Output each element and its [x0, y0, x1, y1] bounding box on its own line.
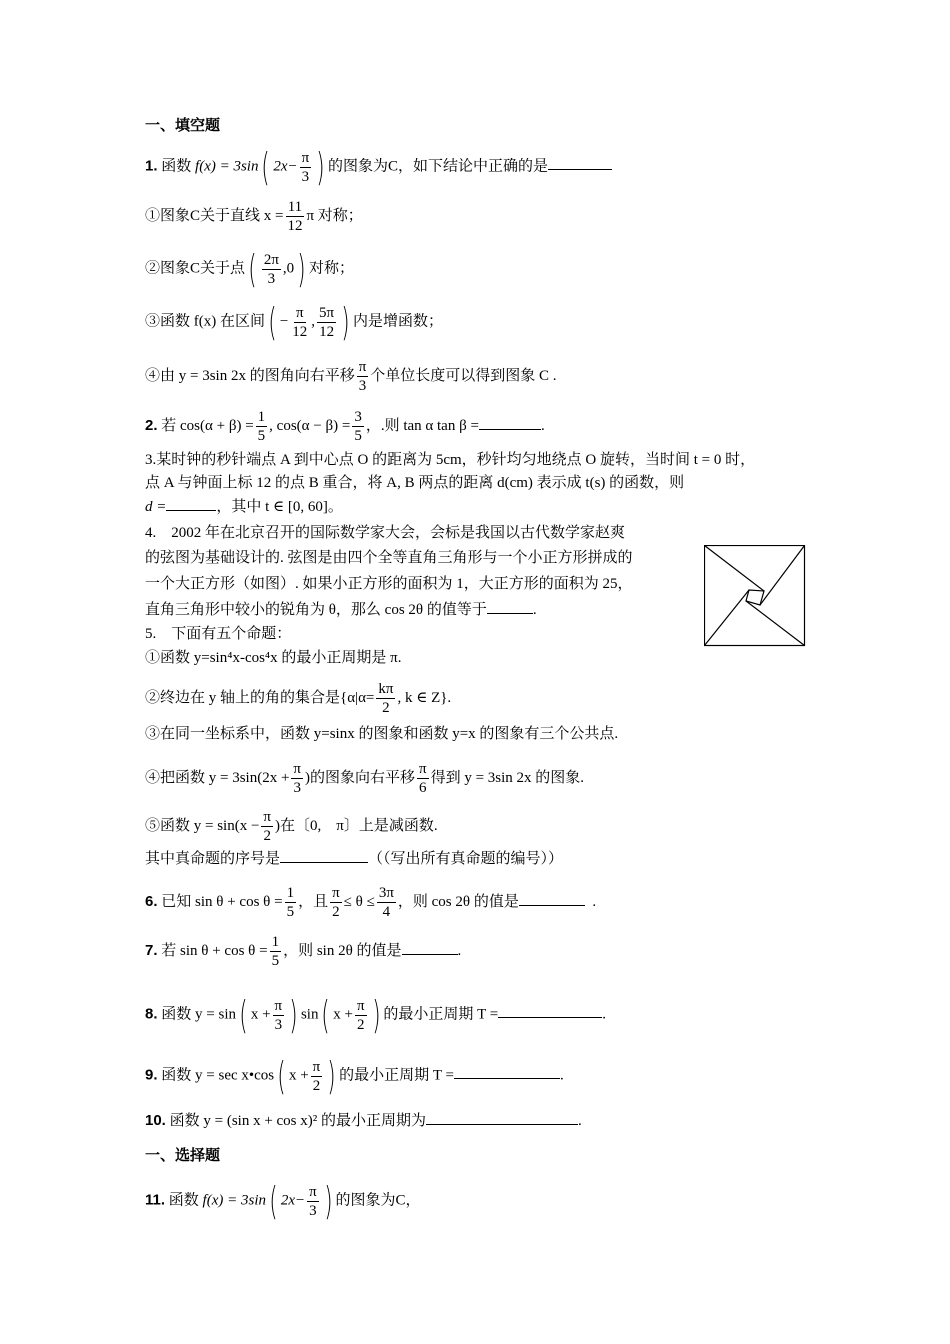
answer-blank[interactable]: [402, 940, 458, 955]
question-3-line-3: d = ，其中 t ∈ [0, 60]。: [145, 496, 343, 517]
question-5-option-1: ①函数 y=sin⁴x-cos⁴x 的最小正周期是 π.: [145, 650, 402, 666]
question-5-tail: 其中真命题的序号是 （（写出所有真命题的编号））: [145, 848, 563, 869]
question-1-option-2: ②图象C关于点( $\frac{2\pi}{3}$ ,0) 对称；: [145, 247, 355, 291]
question-4-line-3: 一个大正方形（如图）. 如果小正方形的面积为 1，大正方形的面积为 25，: [145, 576, 633, 592]
answer-blank[interactable]: [280, 848, 368, 863]
answer-blank[interactable]: [487, 599, 533, 614]
answer-blank[interactable]: [426, 1110, 578, 1125]
question-5-heading: 5. 下面有五个命题：: [145, 626, 292, 642]
question-3-line-2: 点 A 与钟面上标 12 的点 B 重合，将 A, B 两点的距离 d(cm) 表示成 t(s) 的函数，则: [145, 475, 685, 491]
question-5-option-4: ④把函数 y = 3sin(2x + $\frac{\pi}{3}$ )的图象向右平移 $\frac{\pi}{6}$ 得到 y = 3sin 2x 的图象.: [145, 761, 585, 796]
question-4-line-2: 的弦图为基础设计的. 弦图是由四个全等直角三角形与一个小正方形拼成的: [145, 550, 633, 566]
question-3-line-1: 3.某时钟的秒针端点 A 到中心点 O 的距离为 5cm，秒针均匀地绕点 O 旋转，当时间 t = 0 时，: [145, 452, 756, 468]
question-5-option-2: ②终边在 y 轴上的角的集合是{α|α= $\frac{k\pi}{2}$ , k ∈ Z}.: [145, 681, 452, 716]
section-heading-fill-in: 一、填空题: [145, 117, 221, 134]
answer-blank[interactable]: [454, 1064, 560, 1079]
question-5-option-3: ③在同一坐标系中，函数 y=sinx 的图象和函数 y=x 的图象有三个公共点.: [145, 726, 619, 742]
question-8: 8. 函数 y = sin( x + $\frac{\pi}{3}$ ) sin( x + $\frac{\pi}{2}$ ) 的最小正周期 T = .: [145, 993, 607, 1037]
section-heading-multiple-choice: 一、选择题: [145, 1147, 221, 1164]
question-9: 9. 函数 y = sec x•cos( x + $\frac{\pi}{2}$ ) 的最小正周期 T = .: [145, 1054, 564, 1098]
question-4-line-1: 4. 2002 年在北京召开的国际数学家大会，会标是我国以古代数学家赵爽: [145, 525, 626, 541]
answer-blank[interactable]: [548, 155, 612, 170]
question-2: 2. 若 cos(α + β) = $\frac{1}{5}$ , cos(α − β) = $\frac{3}{5}$ ，.则 tan α tan β = .: [145, 409, 545, 444]
answer-blank[interactable]: [166, 496, 216, 511]
question-1-option-3: ③函数 f(x) 在区间( − $\frac{\pi}{12}$ , $\frac{5\pi}{12}$ ) 内是增函数；: [145, 300, 443, 344]
pinwheel-square-figure: [704, 545, 806, 647]
question-5-option-5: ⑤函数 y = sin(x − $\frac{\pi}{2}$ )在〔0, π〕上是减函数.: [145, 809, 438, 844]
question-10: 10. 函数 y = (sin x + cos x)² 的最小正周期为 .: [145, 1112, 582, 1129]
question-4-line-4: 直角三角形中较小的锐角为 θ，那么 cos 2θ 的值等于 .: [145, 599, 537, 620]
question-1-option-1: ①图象C关于直线 x = $\frac{11}{12}$ π 对称；: [145, 199, 363, 234]
answer-blank[interactable]: [479, 415, 541, 430]
answer-blank[interactable]: [519, 891, 585, 906]
question-1: 1. 函数 f(x) = 3sin( 2x− $\frac{\pi}{3}$ ) 的图象为C，如下结论中正确的是: [145, 148, 612, 186]
question-7: 7. 若 sin θ + cos θ = $\frac{1}{5}$ ，则 sin 2θ 的值是 .: [145, 934, 462, 969]
answer-blank[interactable]: [498, 1003, 602, 1018]
question-11: 11. 函数 f(x) = 3sin( 2x− $\frac{\pi}{3}$ ) 的图象为C，: [145, 1179, 421, 1223]
question-6: 6. 已知 sin θ + cos θ = $\frac{1}{5}$ ，且 $\frac{\pi}{2}$ ≤ θ ≤ $\frac{3\pi}{4}$ ，则 cos 2θ 的值是 .: [145, 885, 597, 920]
question-1-option-4: ④由 y = 3sin 2x 的图角向右平移 $\frac{\pi}{3}$ 个单位长度可以得到图象 C .: [145, 359, 557, 394]
